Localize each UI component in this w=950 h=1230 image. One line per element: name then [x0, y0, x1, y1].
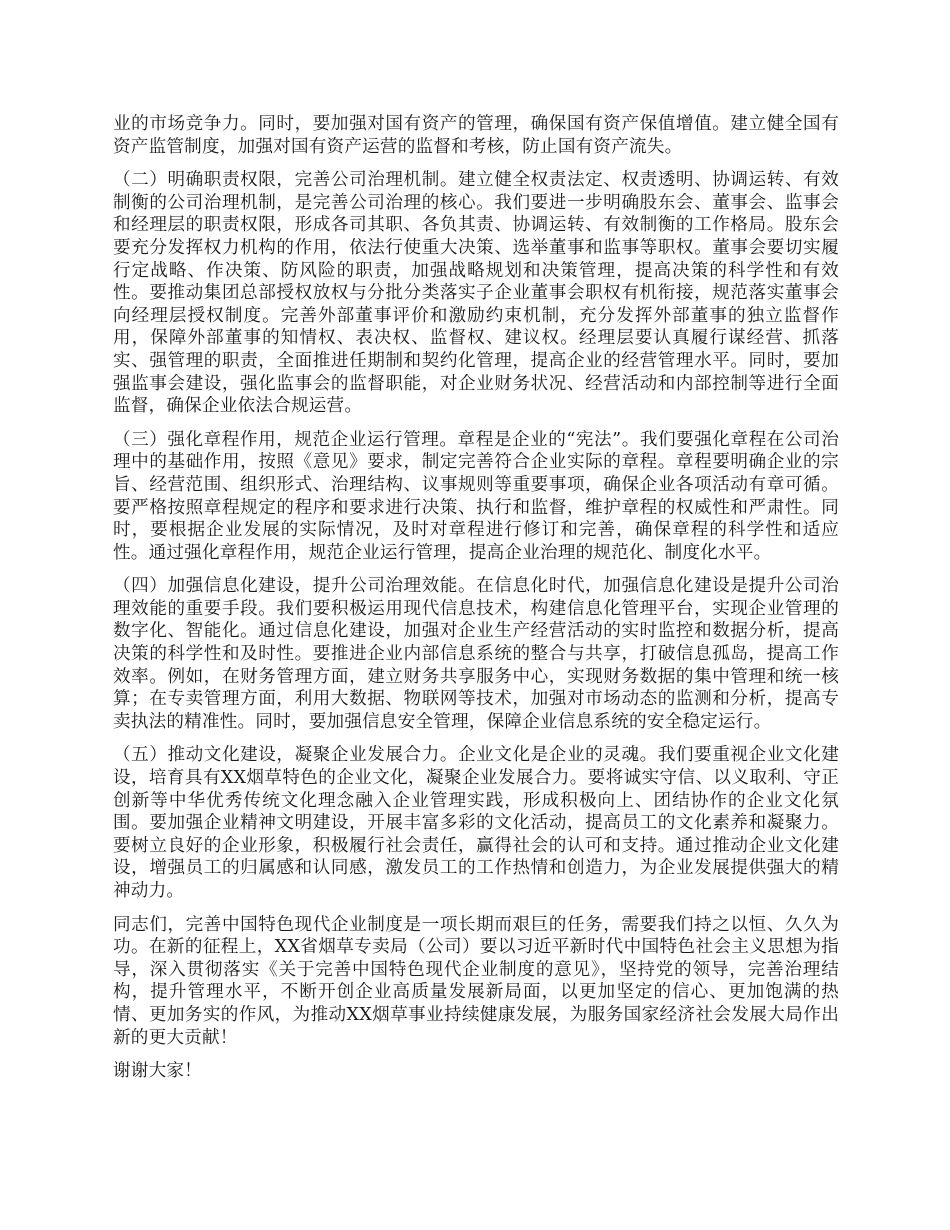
- paragraph-section-four: （四）加强信息化建设，提升公司治理效能。在信息化时代，加强信息化建设是提升公司治理效能的重要手段。我们要积极运用现代信息技术，构建信息化管理平台，实现企业管理的数字化、智能化。通过信息化建设，加强对企业生产经营活动的实时监控和数据分析，提高决策的科学性和及时性。要推进企业内部信息系统的整合与共享，打破信息孤岛，提高工作效率。例如，在财务管理方面，建立财务共享服务中心，实现财务数据的集中管理和统一核算；在专卖管理方面，利用大数据、物联网等技术，加强对市场动态的监测和分析，提高专卖执法的精准性。同时，要加强信息安全管理，保障企业信息系统的安全稳定运行。: [113, 576, 839, 732]
- paragraph-conclusion: 同志们，完善中国特色现代企业制度是一项长期而艰巨的任务，需要我们持之以恒、久久为功。在新的征程上，XX省烟草专卖局（公司）要以习近平新时代中国特色社会主义思想为指导，深入贯彻落实《关于完善中国特色现代企业制度的意见》，坚持党的领导，完善治理结构，提升管理水平，不断开创企业高质量发展新局面，以更加坚定的信心、更加饱满的热情、更加务实的作风，为推动XX烟草事业持续健康发展，为服务国家经济社会发展大局作出新的更大贡献！: [113, 914, 839, 1048]
- paragraph-section-three: （三）强化章程作用，规范企业运行管理。章程是企业的“宪法”。我们要强化章程在公司治理中的基础作用，按照《意见》要求，制定完善符合企业实际的章程。章程要明确企业的宗旨、经营范围、组织形式、治理结构、议事规则等重要事项，确保企业各项活动有章可循。要严格按照章程规定的程序和要求进行决策、执行和监督，维护章程的权威性和严肃性。同时，要根据企业发展的实际情况，及时对章程进行修订和完善，确保章程的科学性和适应性。通过强化章程作用，规范企业运行管理，提高企业治理的规范化、制度化水平。: [113, 429, 839, 563]
- paragraph-thanks: 谢谢大家！: [113, 1061, 202, 1082]
- document-page: [113, 113, 839, 1094]
- paragraph-section-five: （五）推动文化建设，凝聚企业发展合力。企业文化是企业的灵魂。我们要重视企业文化建设，培育具有XX烟草特色的企业文化，凝聚企业发展合力。要将诚实守信、以义取利、守正创新等中华优秀传统文化理念融入企业管理实践，形成积极向上、团结协作的企业文化氛围。要加强企业精神文明建设，开展丰富多彩的文化活动，提高员工的文化素养和凝聚力。要树立良好的企业形象，积极履行社会责任，赢得社会的认可和支持。通过推动企业文化建设，增强员工的归属感和认同感，激发员工的工作热情和创造力，为企业发展提供强大的精神动力。: [113, 745, 839, 901]
- paragraph-continuation: 业的市场竞争力。同时，要加强对国有资产的管理，确保国有资产保值增值。建立健全国有资产监管制度，加强对国有资产运营的监督和考核，防止国有资产流失。: [113, 114, 839, 157]
- paragraph-section-two: （二）明确职责权限，完善公司治理机制。建立健全权责法定、权责透明、协调运转、有效制衡的公司治理机制，是完善公司治理的核心。我们要进一步明确股东会、董事会、监事会和经理层的职责权限，形成各司其职、各负其责、协调运转、有效制衡的工作格局。股东会要充分发挥权力机构的作用，依法行使重大决策、选举董事和监事等职权。董事会要切实履行定战略、作决策、防风险的职责，加强战略规划和决策管理，提高决策的科学性和有效性。要推动集团总部授权放权与分批分类落实子企业董事会职权有机衔接，规范落实董事会向经理层授权制度。完善外部董事评价和激励约束机制，充分发挥外部董事的独立监督作用，保障外部董事的知情权、表决权、监督权、建议权。经理层要认真履行谋经营、抓落实、强管理的职责，全面推进任期制和契约化管理，提高企业的经营管理水平。同时，要加强监事会建设，强化监事会的监督职能，对企业财务状况、经营活动和内部控制等进行全面监督，确保企业依法合规运营。: [113, 170, 839, 417]
